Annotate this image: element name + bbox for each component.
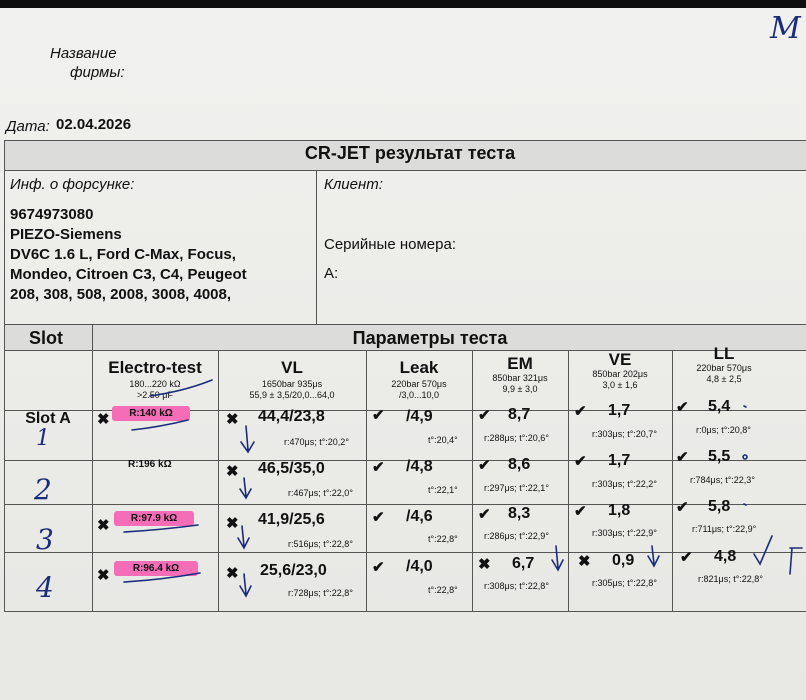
paper-sheet: [0, 8, 806, 700]
injector-info-label: Инф. о форсунке:: [10, 176, 135, 193]
row-1-vl-mark: ✖: [226, 411, 239, 428]
col-sub-leak-1: 220bar 570μs: [391, 379, 447, 389]
date-label: Дата:: [6, 118, 50, 135]
row-4-ve-value: 0,9: [612, 552, 635, 569]
row-3-electro-mark: ✖: [97, 517, 110, 534]
row-2-vl-mark: ✖: [226, 463, 239, 480]
row-2-em-mark: ✔: [478, 457, 491, 474]
row-2-ve-value: 1,7: [608, 452, 631, 469]
row-2-ll-value: 5,5: [708, 448, 731, 465]
row-3-leak-value: /4,6: [406, 508, 433, 525]
row-2-vl-sub: r:467μs; t°:22,0°: [288, 488, 353, 498]
company-label-line1: Название: [50, 45, 117, 62]
row-3-electro-value: R:97.9 kΩ: [114, 511, 194, 526]
injector-line-1: 9674973080: [10, 206, 94, 223]
row-4-vl-mark: ✖: [226, 565, 239, 582]
company-label-line2: фирмы:: [70, 64, 125, 81]
row-4-electro-mark: ✖: [97, 567, 110, 584]
col-sub-electro-1: 180...220 kΩ: [129, 379, 181, 389]
injector-line-2: PIEZO-Siemens: [10, 226, 122, 243]
row-2-handwritten-number: 2: [34, 473, 52, 506]
row-4-vl-sub: r:728μs; t°:22,8°: [288, 588, 353, 598]
col-header-electro: Electro-test: [108, 358, 202, 377]
row-3-ll-mark: ✔: [676, 499, 689, 516]
corner-handwritten-mark: M: [770, 11, 801, 46]
col-header-leak: Leak: [399, 358, 439, 377]
row-2-ll-mark: ✔: [676, 449, 689, 466]
params-header: Параметры теста: [352, 328, 508, 348]
col-sub-em-2: 9,9 ± 3,0: [502, 384, 538, 394]
row-1-vl-value: 44,4/23,8: [258, 408, 325, 425]
row-1-ve-sub: r:303μs; t°:20,7°: [592, 429, 657, 439]
row-4-em-sub: r:308μs; t°:22,8°: [484, 581, 549, 591]
row-1-leak-sub: t°:20,4°: [428, 435, 458, 445]
row-2-ll-sub: r:784μs; t°:22,3°: [690, 475, 755, 485]
col-header-ve: VE: [608, 350, 632, 369]
row-4-em-value: 6,7: [512, 555, 535, 572]
row-2-ve-mark: ✔: [574, 453, 587, 470]
row-2-leak-sub: t°:22,1°: [428, 485, 458, 495]
row-2-vl-value: 46,5/35,0: [258, 460, 325, 477]
row-4-leak-value: /4,0: [406, 558, 433, 575]
col-header-em: EM: [507, 354, 533, 373]
row-2-ve-sub: r:303μs; t°:22,2°: [592, 479, 657, 489]
row-4-vl-value: 25,6/23,0: [260, 562, 327, 579]
row-1-ll-mark: ✔: [676, 399, 689, 416]
row-3-leak-sub: t°:22,8°: [428, 534, 458, 544]
row-1-em-sub: r:288μs; t°:20,6°: [484, 433, 549, 443]
col-header-vl: VL: [281, 358, 303, 377]
row-4-ll-sub: r:821μs; t°:22,8°: [698, 574, 763, 584]
row-4-electro-value: R:96.4 kΩ: [114, 561, 198, 576]
row-2-em-sub: r:297μs; t°:22,1°: [484, 483, 549, 493]
row-1-em-mark: ✔: [478, 407, 491, 424]
row-1-em-value: 8,7: [508, 406, 531, 423]
row-2-electro-value: R:196 kΩ: [128, 459, 172, 470]
col-sub-ve-2: 3,0 ± 1,6: [602, 380, 638, 390]
row-1-vl-sub: r:470μs; t°:20,2°: [284, 437, 349, 447]
row-4-ll-value: 4,8: [714, 548, 737, 565]
col-sub-vl-2: 55,9 ± 3,5/20,0...64,0: [249, 390, 335, 400]
row-4-leak-sub: t°:22,8°: [428, 585, 458, 595]
serial-label: Серийные номера:: [324, 236, 456, 253]
client-label: Клиент:: [324, 176, 383, 193]
row-4-ve-sub: r:305μs; t°:22,8°: [592, 578, 657, 588]
row-3-ve-mark: ✔: [574, 503, 587, 520]
row-3-vl-value: 41,9/25,6: [258, 511, 325, 528]
row-2-em-value: 8,6: [508, 456, 531, 473]
col-sub-electro-2: >2.50 μF: [137, 390, 173, 400]
row-1-electro-mark: ✖: [97, 411, 110, 428]
row-1-leak-mark: ✔: [372, 407, 385, 424]
row-1-ll-sub: r:0μs; t°:20,8°: [696, 425, 751, 435]
date-value: 02.04.2026: [56, 116, 132, 133]
row-4-ll-mark: ✔: [680, 549, 693, 566]
col-sub-vl-1: 1650bar 935μs: [261, 379, 323, 389]
row-1-handwritten-number: 1: [36, 426, 50, 451]
row-1-ll-value: 5,4: [708, 398, 731, 415]
row-3-ll-sub: r:711μs; t°:22,9°: [692, 524, 757, 534]
col-sub-ve-1: 850bar 202μs: [592, 369, 648, 379]
row-3-em-value: 8,3: [508, 505, 531, 522]
col-sub-ll-2: 4,8 ± 2,5: [706, 374, 742, 384]
row-2-leak-mark: ✔: [372, 459, 385, 476]
col-sub-ll-1: 220bar 570μs: [696, 363, 752, 373]
report-title: CR-JET результат теста: [304, 143, 516, 163]
row-3-handwritten-number: 3: [36, 523, 54, 556]
injector-line-5: 208, 308, 508, 2008, 3008, 4008,: [10, 286, 232, 303]
injector-line-3: DV6C 1.6 L, Ford C-Max, Focus,: [10, 246, 236, 263]
col-header-ll: LL: [713, 344, 735, 363]
col-sub-em-1: 850bar 321μs: [492, 373, 548, 383]
row-4-handwritten-number: 4: [36, 571, 54, 604]
injector-line-4: Mondeo, Citroen C3, C4, Peugeot: [10, 266, 247, 283]
serial-a-label: A:: [324, 265, 339, 282]
row-3-ve-sub: r:303μs; t°:22,9°: [592, 528, 657, 538]
row-3-em-sub: r:286μs; t°:22,9°: [484, 531, 549, 541]
row-4-leak-mark: ✔: [372, 559, 385, 576]
row-1-ve-mark: ✔: [574, 403, 587, 420]
row-4-ve-mark: ✖: [578, 553, 591, 570]
row-3-em-mark: ✔: [478, 506, 491, 523]
row-1-electro-value: R:140 kΩ: [112, 406, 190, 421]
row-1-ve-value: 1,7: [608, 402, 631, 419]
row-3-vl-mark: ✖: [226, 515, 239, 532]
row-3-ve-value: 1,8: [608, 502, 631, 519]
row-3-vl-sub: r:516μs; t°:22,8°: [288, 539, 353, 549]
row-3-leak-mark: ✔: [372, 509, 385, 526]
slot-a-label: Slot A: [25, 410, 71, 427]
row-3-ll-value: 5,8: [708, 498, 731, 515]
row-1-leak-value: /4,9: [406, 408, 433, 425]
row-2-leak-value: /4,8: [406, 458, 433, 475]
col-sub-leak-2: /3,0...10,0: [398, 390, 440, 400]
slot-header: Slot: [29, 328, 63, 348]
row-4-em-mark: ✖: [478, 556, 491, 573]
